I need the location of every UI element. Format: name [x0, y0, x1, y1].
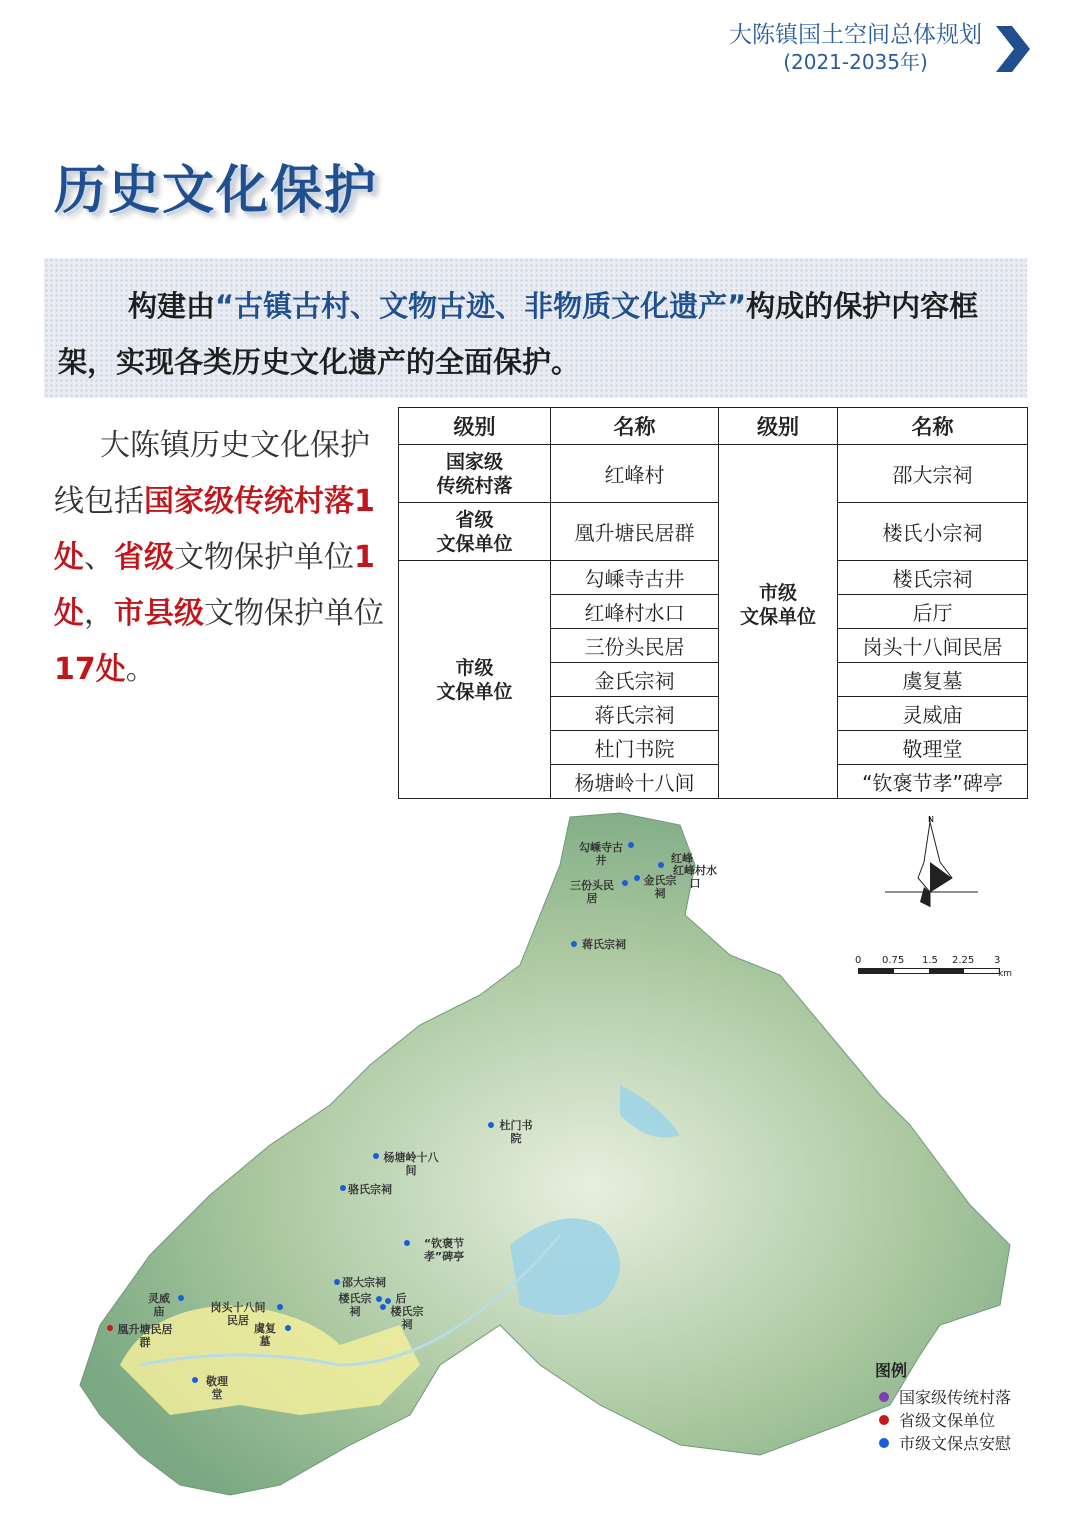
site-marker	[277, 1304, 283, 1310]
scale-tick: 0.75	[882, 955, 905, 966]
legend-label: 省级文保单位	[899, 1411, 996, 1430]
scale-bar	[852, 955, 1012, 985]
table-cell: 勾嵊寺古井	[551, 561, 719, 595]
summary-sep1: 、	[84, 540, 114, 575]
scale-tick: 1.5	[922, 955, 938, 966]
summary-provincial: 省级	[114, 540, 174, 575]
site-label: 三份头民居	[570, 879, 614, 905]
site-label: 邵大宗祠	[342, 1276, 386, 1289]
site-label: 灵威庙	[148, 1292, 170, 1318]
legend-dot-national	[879, 1392, 889, 1402]
scale-tick: 0	[855, 955, 862, 966]
site-marker	[178, 1295, 184, 1301]
intro-post: 构成的保护内容框架，实现各类历史文化遗产的全面保护。	[58, 289, 979, 379]
header-plan-name: 大陈镇国土空间总体规划	[729, 22, 982, 48]
table-cell: 虞复墓	[838, 663, 1028, 697]
site-marker	[385, 1298, 391, 1304]
scale-bar-graphic	[858, 968, 1000, 974]
summary-prov-count: 1处	[54, 540, 375, 631]
table-header: 名称	[838, 408, 1028, 445]
summary-text	[54, 418, 384, 698]
table-cell: 岗头十八间民居	[838, 629, 1028, 663]
table-cell: 楼氏小宗祠	[838, 503, 1028, 561]
level-national-l2: 传统村落	[436, 474, 513, 497]
site-marker	[622, 880, 628, 886]
site-label: 杜门书院	[499, 1119, 533, 1145]
site-marker	[334, 1279, 340, 1285]
level-cell-city-left	[399, 561, 551, 799]
summary-p5: 文物保护单位	[204, 596, 384, 631]
table-cell: 凰升塘民居群	[551, 503, 719, 561]
site-marker	[628, 842, 634, 848]
site-label: 杨塘岭十八间	[383, 1151, 439, 1177]
north-arrow-icon	[880, 812, 980, 912]
intro-box	[44, 258, 1027, 398]
legend-item	[875, 1385, 1011, 1408]
site-marker	[488, 1122, 494, 1128]
site-marker	[571, 941, 577, 947]
scale-tick: 3	[994, 955, 1001, 966]
legend-title: 图例	[875, 1361, 908, 1380]
table-row	[399, 561, 1028, 595]
site-marker	[376, 1296, 382, 1302]
level-prov-l2: 文保单位	[436, 532, 513, 555]
site-marker	[404, 1240, 410, 1246]
legend-dot-provincial	[879, 1415, 889, 1425]
table-row	[399, 503, 1028, 561]
intro-highlight: “古镇古村、文物古迹、非物质文化遗产”	[215, 289, 747, 323]
summary-national: 国家级传统村落1处	[54, 484, 375, 575]
legend-label: 国家级传统村落	[899, 1388, 1012, 1407]
legend-label: 市级文保点安慰	[899, 1434, 1012, 1453]
scale-tick: 2.25	[952, 955, 975, 966]
intro-text	[58, 278, 1008, 390]
scale-unit: km	[998, 969, 1012, 979]
site-marker	[373, 1153, 379, 1159]
table-cell: 红峰村	[551, 445, 719, 503]
level-cell-provincial	[399, 503, 551, 561]
level-city-r1: 市级	[758, 581, 797, 604]
table-cell: “钦褒节孝”碑亭	[838, 765, 1028, 799]
level-national-l1: 国家级	[445, 450, 503, 473]
site-label: 骆氏宗祠	[348, 1183, 392, 1196]
site-label: 勾嵊寺古井	[579, 841, 623, 867]
table-cell: 金氏宗祠	[551, 663, 719, 697]
site-label: 虞复墓	[254, 1322, 276, 1348]
chevron-right-icon	[996, 26, 1030, 72]
table-header: 级别	[399, 408, 551, 445]
site-label: 岗头十八间民居	[210, 1301, 266, 1327]
level-prov-l1: 省级	[455, 508, 494, 531]
level-cell-city-right	[719, 561, 838, 799]
site-label: 红峰村水口	[673, 864, 717, 890]
heritage-table	[398, 407, 1028, 799]
summary-county: 市县级	[114, 596, 204, 631]
table-header-row	[399, 408, 1028, 445]
table-cell: 蒋氏宗祠	[551, 697, 719, 731]
site-marker	[192, 1377, 198, 1383]
site-label: 红峰	[671, 852, 693, 865]
level-city-l1: 市级	[455, 656, 494, 679]
map-legend	[875, 1358, 1011, 1454]
legend-item	[875, 1431, 1011, 1454]
site-label: “钦褒节孝”碑亭	[423, 1237, 465, 1263]
site-label: 后	[395, 1292, 407, 1305]
header-title	[729, 22, 982, 76]
summary-sep2: ，	[84, 596, 114, 631]
site-label: 敬理堂	[206, 1375, 228, 1401]
north-label: N	[928, 815, 934, 824]
header-period: (2021-2035年)	[783, 50, 928, 74]
level-cell-national	[399, 445, 551, 503]
table-cell: 敬理堂	[838, 731, 1028, 765]
table-cell: 灵威庙	[838, 697, 1028, 731]
table-cell: 楼氏宗祠	[838, 561, 1028, 595]
site-marker	[285, 1325, 291, 1331]
site-label: 蒋氏宗祠	[582, 938, 626, 951]
table-row	[399, 445, 1028, 503]
intro-pre: 构建由	[128, 289, 216, 323]
summary-p3: 文物保护单位	[174, 540, 354, 575]
table-cell: 后厅	[838, 595, 1028, 629]
table-cell: 红峰村水口	[551, 595, 719, 629]
summary-p1: 大陈镇历史文化保护线包括	[54, 428, 370, 519]
table-cell: 杜门书院	[551, 731, 719, 765]
table-cell: 杨塘岭十八间	[551, 765, 719, 799]
site-marker	[340, 1185, 346, 1191]
level-cell-empty	[719, 445, 838, 561]
table-header: 名称	[551, 408, 719, 445]
site-marker	[658, 862, 664, 868]
site-label: 凰升塘民居群	[117, 1323, 173, 1349]
legend-item	[875, 1408, 1011, 1431]
site-label: 楼氏宗祠	[338, 1292, 372, 1318]
table-header: 级别	[719, 408, 838, 445]
summary-county-count: 17处	[54, 652, 126, 687]
table-cell: 邵大宗祠	[838, 445, 1028, 503]
table-cell: 三份头民居	[551, 629, 719, 663]
site-label: 楼氏宗祠	[390, 1305, 424, 1331]
site-label: 金氏宗祠	[643, 874, 677, 900]
legend-dot-city	[879, 1438, 889, 1448]
level-city-r2: 文保单位	[739, 605, 816, 628]
summary-end: 。	[125, 652, 156, 687]
level-city-l2: 文保单位	[436, 680, 513, 703]
page-title: 历史文化保护	[54, 161, 379, 221]
